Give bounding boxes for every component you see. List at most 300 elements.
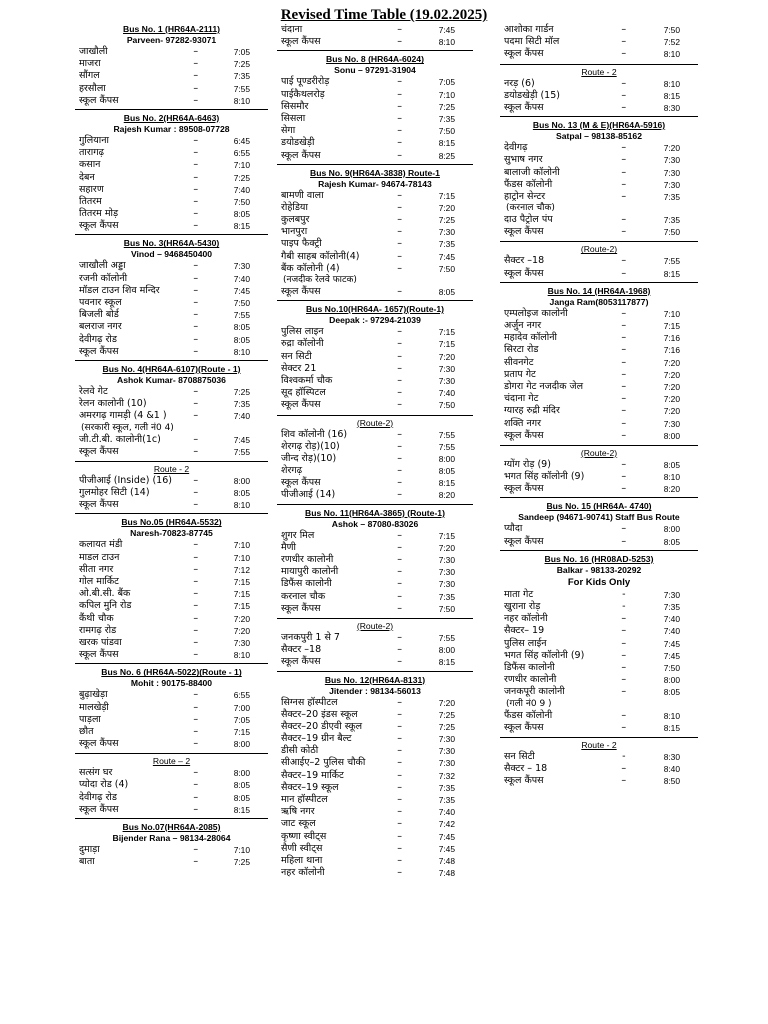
stop-row: [277, 190, 473, 202]
route-heading: [500, 740, 698, 751]
stop-time: 7:10: [233, 540, 250, 551]
dash: –: [397, 399, 402, 411]
divider-line: [500, 241, 698, 242]
stop-time: 7:15: [438, 327, 455, 338]
dash: –: [621, 775, 627, 787]
stop-row: [75, 398, 268, 410]
stop-time: 8:40: [663, 764, 680, 775]
stop-name: कुलबपुर: [281, 214, 310, 226]
stop-name: पदमा सिटी मॉल: [504, 36, 560, 48]
dash: –: [621, 89, 627, 101]
dash: –: [193, 94, 199, 106]
stop-time: 7:55: [663, 256, 680, 267]
stop-name: स्कूल कैंपस: [79, 738, 119, 750]
stop-row: [500, 471, 698, 483]
stop-time: 7:40: [233, 184, 250, 195]
dash: –: [621, 142, 627, 154]
stop-row: [75, 334, 268, 346]
dash: –: [193, 171, 199, 183]
stop-name: स्कूल कैंपस: [281, 477, 321, 489]
dash: –: [621, 483, 627, 495]
dash: –: [397, 590, 402, 602]
stop-row: [75, 220, 268, 232]
divider-line: [75, 513, 268, 514]
stop-note: (करनाल चौक): [506, 203, 555, 214]
stop-row: [500, 523, 698, 535]
stop-name: सूद हॉस्पिटल: [281, 387, 326, 399]
stop-name: अर्जुन नगर: [504, 320, 542, 331]
stop-name: पाईकैथलरोड़: [281, 88, 325, 100]
dash: –: [621, 368, 627, 380]
stop-time: 7:10: [663, 308, 680, 319]
stop-name: नहर कॉलोनी: [281, 867, 325, 879]
stop-name: स्कूल कैंपस: [504, 48, 544, 60]
stop-time: 7:05: [233, 47, 250, 57]
bus-block: [277, 671, 473, 880]
stop-time: 8:05: [663, 687, 680, 698]
dash: –: [397, 112, 402, 124]
stop-row: [500, 191, 698, 203]
dash: –: [397, 238, 402, 250]
stop-time: 8:00: [233, 475, 250, 486]
stop-row: [277, 251, 473, 263]
dash: –: [397, 578, 402, 590]
stop-row: [75, 625, 268, 637]
stop-row: [500, 722, 698, 734]
stop-name: सिरटा रोड: [504, 344, 539, 356]
stop-row: [500, 357, 698, 369]
stop-time: 7:20: [438, 542, 455, 553]
stop-name: रणधीर कालोनी: [281, 554, 334, 565]
bus-number: [277, 168, 473, 179]
stop-time: 7:30: [233, 261, 250, 272]
stop-row: [500, 78, 698, 90]
stop-name: स्कूल कैंपस: [281, 602, 321, 614]
driver-contact: Balkar - 98133-20292: [556, 564, 642, 575]
stop-name: रामगढ़ रोड: [79, 624, 117, 636]
stop-row: [277, 745, 473, 757]
stop-row: [500, 483, 698, 495]
dash: –: [397, 350, 402, 362]
dash: –: [621, 214, 627, 226]
stop-row: [500, 625, 698, 637]
stop-time: 8:15: [233, 804, 250, 815]
stop-time: 7:55: [438, 441, 455, 452]
dash: –: [193, 445, 199, 457]
stop-row: [75, 738, 268, 750]
stop-name: कलायत मंडी: [79, 539, 123, 551]
dash: –: [193, 333, 199, 345]
bus-number-text: Bus No. 3(HR64A-5430): [123, 238, 220, 249]
stop-time: 7:10: [233, 160, 250, 171]
dash: –: [621, 36, 627, 48]
stop-time: 8:05: [663, 536, 680, 547]
stop-time: 7:15: [438, 339, 455, 350]
stop-time: 8:05: [233, 488, 250, 499]
dash: –: [193, 551, 199, 563]
stop-row: [277, 794, 473, 806]
stop-time: 7:25: [438, 721, 455, 732]
dash: –: [397, 745, 402, 757]
stop-row: [75, 208, 268, 220]
stop-name: जनकपुरी 1 से 7: [281, 631, 340, 643]
stop-time: 7:35: [663, 215, 680, 226]
stop-time: 8:05: [233, 780, 250, 791]
stop-time: 8:00: [233, 739, 250, 750]
stop-name: सैक्टर–20 डीएवी स्कूल: [281, 720, 363, 732]
stop-time: 7:40: [663, 614, 680, 625]
stop-row: [75, 856, 268, 868]
stop-row: [277, 36, 473, 48]
stop-name: आशोका गार्डन: [504, 24, 554, 35]
dash: –: [397, 818, 402, 830]
bus-number: [75, 238, 268, 249]
stop-time: 7:15: [233, 577, 250, 587]
stop-row: [500, 344, 698, 356]
dash: –: [397, 489, 402, 501]
stop-row: [277, 782, 473, 794]
stop-row: [75, 83, 268, 95]
dash: –: [193, 767, 199, 779]
stop-time: 7:20: [663, 394, 680, 405]
stop-name: सिग्नस हॉस्पीटल: [281, 696, 338, 708]
stop-name: तितरम मोड़: [79, 208, 119, 220]
stop-time: 8:05: [663, 459, 680, 470]
dash: –: [621, 154, 627, 166]
bus-note: For Kids Only: [567, 576, 631, 588]
stop-row: [75, 184, 268, 196]
dash: –: [193, 220, 199, 232]
bus-block: [75, 513, 268, 661]
stop-row: [75, 434, 268, 446]
stop-name: सैक्टर –18: [504, 255, 545, 267]
dash: –: [397, 88, 402, 100]
dash: –: [397, 465, 402, 477]
bus-number-text: Bus No. 8 (HR64A-6024): [326, 54, 424, 65]
divider-line: [277, 164, 473, 165]
dash: –: [397, 374, 402, 386]
stop-row: [277, 757, 473, 769]
dash: –: [621, 24, 627, 35]
stop-time: 8:00: [438, 645, 455, 656]
stop-time: 8:10: [233, 95, 250, 106]
stop-time: 8:10: [663, 472, 680, 483]
stop-time: 8:25: [438, 150, 455, 161]
stop-row: [75, 539, 268, 551]
dash: –: [621, 625, 627, 637]
dash: –: [621, 226, 627, 238]
divider-line: [500, 282, 698, 283]
divider-line: [500, 116, 698, 117]
stop-row: [75, 159, 268, 171]
bus-block: [500, 24, 698, 114]
stop-name: महादेव कॉलोनी: [504, 332, 557, 344]
stop-row: [75, 499, 268, 511]
stop-time: 7:35: [438, 239, 455, 250]
stop-row: [500, 674, 698, 686]
dash: –: [193, 297, 199, 308]
stop-row: [500, 90, 698, 102]
stop-row: [500, 226, 698, 238]
stop-name: स्कूल कैंपस: [79, 445, 119, 457]
stop-name: एम्पलोइज कालोनी: [504, 307, 568, 319]
stop-time: 7:35: [233, 71, 250, 82]
stop-name: तितरम: [79, 195, 102, 207]
dash: –: [193, 487, 199, 499]
stop-name: देवीगढ़ रोड: [79, 791, 117, 803]
stop-name: डयोडखेड़ी: [281, 137, 315, 149]
dash: –: [621, 649, 627, 661]
stop-name: शेरगढ़ रोड़)(10): [281, 440, 340, 452]
bus-number: [277, 54, 473, 65]
dash: –: [397, 477, 402, 489]
dash: –: [397, 201, 402, 213]
stop-name: पीजीआई (14): [281, 489, 336, 501]
stop-name: देबन: [79, 171, 95, 183]
route-heading-text: (Route-2): [356, 417, 394, 428]
stop-row: [500, 142, 698, 154]
stop-name: रजनी कॉलोनी: [79, 272, 128, 284]
stop-name: सीवनगेट: [504, 356, 534, 368]
dash: –: [193, 385, 199, 397]
stop-row: [75, 410, 268, 422]
stop-row: [75, 58, 268, 70]
stop-row: [500, 167, 698, 179]
dash: –: [397, 566, 402, 578]
stop-time: 7:50: [663, 25, 680, 35]
stop-time: 8:00: [233, 768, 250, 779]
dash: –: [193, 398, 199, 410]
stop-name: स्कूल कैंपस: [504, 721, 544, 733]
dash: –: [397, 326, 402, 338]
stop-time: 7:30: [438, 758, 455, 769]
dash: –: [621, 674, 627, 686]
dash: –: [193, 46, 199, 57]
stop-time: 7:16: [663, 345, 680, 356]
stop-time: 8:05: [233, 334, 250, 345]
stop-time: 7:20: [663, 369, 680, 380]
stop-row: [75, 637, 268, 649]
stop-row: [75, 147, 268, 159]
route-heading-text: Route - 2: [581, 739, 617, 750]
dash: –: [193, 345, 199, 357]
stop-time: 8:05: [438, 287, 455, 297]
dash: –: [193, 713, 199, 725]
stop-row: [277, 137, 473, 149]
dash: –: [193, 856, 199, 868]
dash: –: [621, 763, 627, 775]
stop-note: (गली नं0 9 ): [506, 698, 552, 709]
bus-number-text: Bus No. 15 (HR64A- 4740): [546, 501, 652, 512]
stop-row: [75, 613, 268, 625]
stop-name: मैणी: [281, 541, 297, 553]
stop-row: [277, 351, 473, 363]
stop-name: मायापुरी कालोनी: [281, 566, 339, 578]
stop-note: (नजदीक रेलवे फाटक): [283, 275, 357, 285]
stop-name: भानपुरा: [281, 226, 308, 238]
stop-name: पाड़ला: [79, 713, 101, 725]
stop-time: 8:15: [438, 657, 455, 668]
stop-name: फैंडस कॉलोनी: [504, 709, 553, 721]
dash: –: [397, 733, 402, 745]
stop-time: 7:05: [438, 77, 455, 88]
stop-row: [75, 260, 268, 272]
dash: –: [397, 696, 402, 708]
dash: –: [397, 338, 402, 350]
stop-time: 7:30: [438, 579, 455, 590]
stop-name: जाखौली: [79, 46, 108, 57]
stop-name: बैंक कॉलोनी (4): [281, 262, 340, 274]
dash: –: [397, 769, 402, 781]
stop-row: [75, 714, 268, 726]
stop-time: 7:30: [233, 637, 250, 648]
dash: –: [621, 523, 627, 535]
stop-name: माता गेट: [504, 588, 534, 600]
stop-time: 7:30: [438, 567, 455, 578]
route-heading: [75, 464, 268, 475]
stop-time: 7:55: [233, 446, 250, 457]
dash: –: [397, 24, 402, 35]
stop-name: सेक्टर 21: [281, 362, 317, 374]
bus-number-text: Bus No.07(HR64A-2085): [122, 822, 221, 832]
stop-name: सैक्टर–19 मार्किट: [281, 769, 344, 781]
stop-name: गुलमोहर सिटी (14): [79, 487, 150, 499]
stop-time: 7:15: [233, 589, 250, 600]
stop-row: [500, 268, 698, 280]
column-2: [277, 24, 473, 879]
stop-row: [277, 697, 473, 709]
stop-row: [277, 867, 473, 879]
dash: –: [397, 541, 402, 553]
stop-time: 7:40: [233, 411, 250, 422]
bus-number-text: Bus No.10(HR64A- 1657)(Route-1): [305, 304, 444, 315]
stop-time: 7:20: [438, 202, 455, 213]
divider-line: [75, 663, 268, 664]
stop-time: 8:10: [663, 49, 680, 60]
stop-time: 7:50: [438, 400, 455, 411]
stop-name: कैंथी चौक: [79, 612, 114, 624]
dash: –: [397, 452, 402, 464]
stop-row: [75, 346, 268, 358]
stop-name: डिफैंस कालोनी: [281, 578, 332, 590]
stop-time: 8:00: [663, 524, 680, 535]
stop-name: नरड़ (6): [504, 77, 535, 89]
stop-row: [277, 566, 473, 578]
route-heading-text: Route - 2: [581, 66, 617, 77]
bus-number: [277, 675, 473, 686]
stop-row: [75, 726, 268, 738]
stop-time: 8:10: [663, 78, 680, 89]
stop-row: [75, 297, 268, 309]
stop-name: अमरगढ़ गामड़ी (4 &1 ): [79, 410, 167, 422]
stop-name: सैक्टर–19 स्कूल: [281, 781, 339, 793]
dash: –: [193, 321, 199, 333]
stop-row: [500, 613, 698, 625]
stop-name: रणधीर कालोनी: [504, 674, 557, 686]
stop-name: चंदाना गेट: [504, 393, 539, 405]
dash: –: [397, 428, 402, 440]
stop-name: स्कूल कैंपस: [504, 267, 544, 279]
divider-line: [500, 737, 698, 738]
driver-contact: Vinod – 9468450400: [130, 249, 213, 260]
stop-row: [500, 686, 698, 698]
dash: –: [193, 725, 199, 737]
stop-name: बलराज नगर: [79, 321, 122, 333]
stop-row: [277, 656, 473, 668]
bus-block: [277, 164, 473, 299]
dash: –: [193, 147, 199, 159]
stop-time: 7:10: [438, 89, 455, 100]
stop-row: [75, 196, 268, 208]
divider-line: [75, 234, 268, 235]
bus-number-text: Bus No. 2(HR64A-6463): [123, 112, 220, 123]
dash: –: [397, 226, 402, 238]
bus-block: [75, 234, 268, 358]
divider-line: [75, 753, 268, 754]
stop-row: [277, 806, 473, 818]
stop-row: [500, 601, 698, 613]
dash: –: [193, 649, 199, 661]
dash: –: [193, 689, 199, 701]
dash: –: [193, 410, 199, 422]
dash: –: [397, 125, 402, 137]
stop-name: स्कूल कैंपस: [79, 94, 119, 106]
dash: –: [397, 137, 402, 149]
stop-time: 7:35: [438, 591, 455, 602]
stop-time: 7:05: [233, 714, 250, 725]
stop-time: 7:45: [663, 638, 680, 649]
stop-name: तारागढ़: [79, 147, 104, 159]
stop-name: ग्योंग रोड़ (9): [504, 458, 551, 470]
stop-row: [277, 843, 473, 855]
stop-row: [75, 600, 268, 612]
divider-line: [277, 300, 473, 301]
stop-time: 7:55: [233, 83, 250, 94]
bus-number-text: Bus No. 12(HR64A-8131): [324, 674, 426, 685]
stop-row: [500, 332, 698, 344]
bus-number-text: Bus No.05 (HR64A-5532): [121, 517, 222, 528]
stop-row: [277, 709, 473, 721]
stop-time: 7:30: [438, 734, 455, 745]
stop-row: [277, 24, 473, 36]
bus-number-text: Bus No. 4(HR64A-6107)(Route - 1): [102, 363, 241, 374]
stop-name: सुभाष नगर: [504, 154, 543, 166]
stop-name: स्कूल कैंपस: [79, 803, 119, 815]
stop-row: [277, 453, 473, 465]
bus-block: [277, 504, 473, 669]
stop-name: सिसमौर: [281, 100, 309, 112]
stop-name: खरक पांडवा: [79, 636, 122, 648]
stop-row: [75, 767, 268, 779]
route-heading: [75, 756, 268, 767]
stop-row: [277, 101, 473, 113]
stop-time: 7:20: [233, 613, 250, 624]
dash: –: [621, 458, 627, 470]
driver-contact: Sonu – 97291-31904: [334, 65, 416, 76]
stop-name: रेलन कालोनी (10): [79, 398, 147, 410]
driver-contact: Rajesh Kumar : 89508-07728: [113, 123, 230, 134]
bus-block: [500, 550, 698, 788]
stop-time: 7:30: [663, 418, 680, 429]
dash: –: [397, 602, 402, 614]
stop-row: [277, 477, 473, 489]
stop-name: सहारण: [79, 183, 104, 195]
stop-time: 7:30: [663, 179, 680, 190]
stop-row: [75, 588, 268, 600]
dash: –: [193, 208, 199, 220]
stop-time: 6:55: [233, 148, 250, 159]
divider-line: [75, 360, 268, 361]
